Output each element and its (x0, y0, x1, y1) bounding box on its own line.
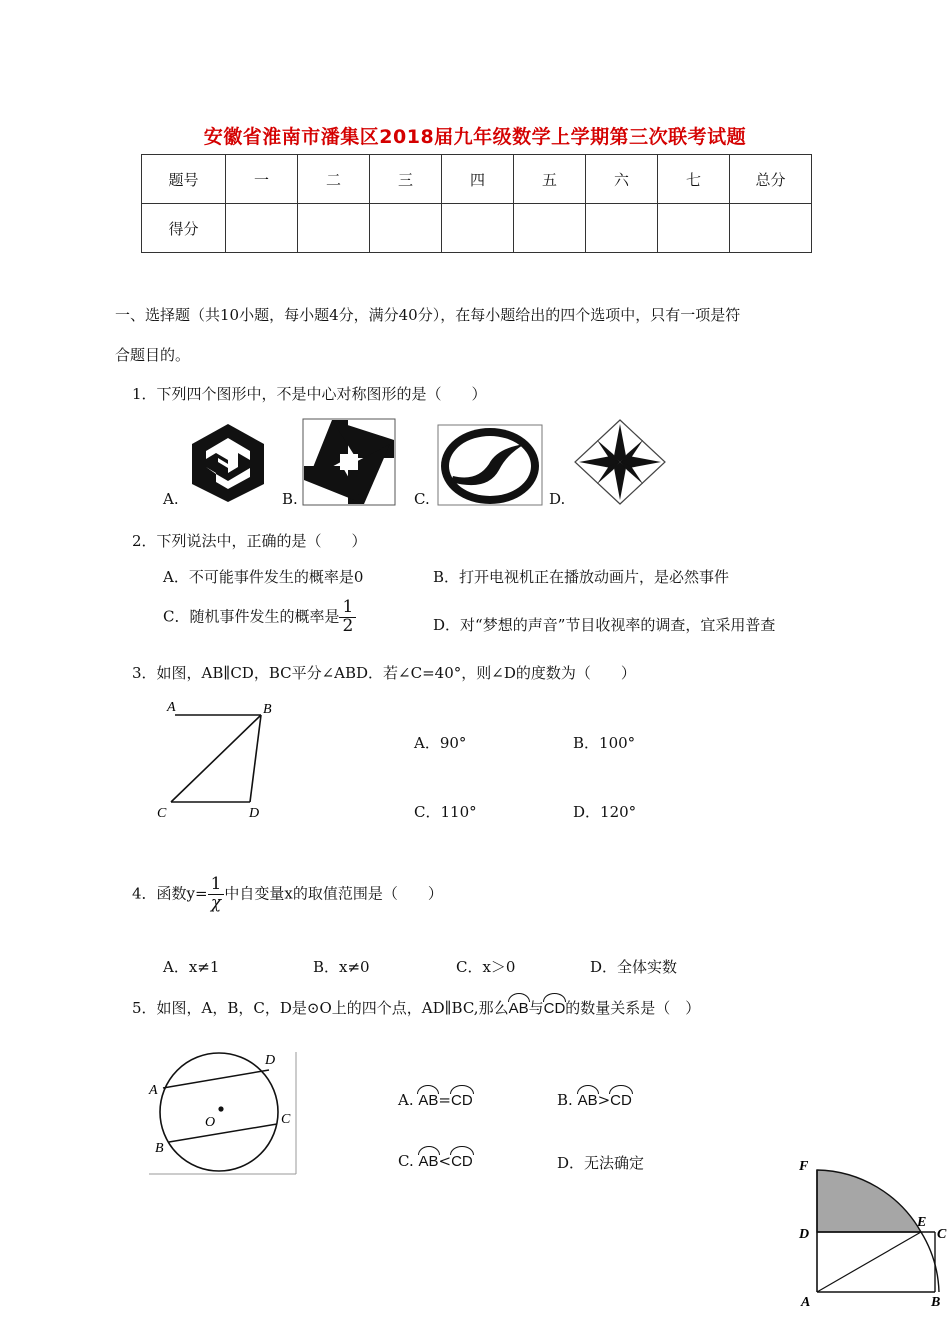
q2-stem: 2．下列说法中，正确的是（ ） (132, 532, 367, 550)
score-input-cell[interactable] (298, 204, 370, 253)
score-table-score-row (142, 204, 812, 253)
q3-trapezoid-figure (155, 695, 280, 825)
q4-option-a[interactable]: A．x≠1 (163, 958, 220, 976)
q1-option-c-label: C. (414, 490, 430, 508)
corner-label-c: C (937, 1227, 947, 1242)
score-row-label: 得分 (142, 204, 226, 253)
arc-cd: CD (451, 1153, 473, 1170)
arc-ab: AB (418, 1092, 439, 1109)
fraction-numerator: 1 (339, 599, 356, 618)
q5-label-o: O (205, 1115, 216, 1130)
q4-stem-post: 中自变量x的取值范围是（ ） (224, 884, 443, 903)
score-input-cell[interactable] (226, 204, 298, 253)
q3-option-a[interactable]: A．90° (414, 734, 467, 752)
q5-option-a-label: A. (398, 1091, 414, 1109)
arc-cd: CD (450, 1092, 473, 1109)
arc-ab: AB (577, 1092, 598, 1109)
q5-option-c-label: C. (398, 1152, 414, 1170)
q5-stem-mid: 与 (528, 999, 544, 1017)
q3-label-d: D (249, 806, 260, 821)
score-header-cell: 六 (586, 155, 658, 204)
score-header-cell: 二 (298, 155, 370, 204)
q1-stem: 1．下列四个图形中，不是中心对称图形的是（ ） (132, 385, 487, 403)
score-input-cell[interactable] (658, 204, 730, 253)
score-header-cell: 题号 (142, 155, 226, 204)
q5-option-b-label: B. (557, 1091, 573, 1109)
q5-stem-post: 的数量关系是（ ） (565, 999, 701, 1017)
score-header-cell: 总分 (730, 155, 812, 204)
corner-label-e: E (917, 1215, 927, 1230)
score-header-cell: 一 (226, 155, 298, 204)
q5-stem-pre: 5．如图，A，B，C，D是⊙O上的四个点，AD∥BC,那么 (132, 999, 509, 1017)
q5-stem (132, 997, 700, 1018)
arc-ab: AB (418, 1153, 439, 1170)
score-header-cell: 三 (370, 155, 442, 204)
q1-figure-d-diamond-star[interactable] (573, 418, 667, 506)
arc-cd: CD (610, 1092, 632, 1109)
q4-option-b[interactable]: B．x≠0 (313, 958, 370, 976)
corner-label-d: D (799, 1227, 810, 1242)
page-title: 安徽省淮南市潘集区2018届九年级数学上学期第三次联考试题 (203, 126, 747, 148)
q1-option-a-label: A. (163, 490, 179, 508)
fraction-numerator: 1 (208, 876, 225, 895)
q5-label-a: A (149, 1083, 158, 1098)
q5-option-c[interactable] (398, 1152, 473, 1170)
q5-option-a[interactable] (398, 1091, 473, 1109)
fraction-denominator: χ (210, 892, 222, 913)
q3-stem: 3．如图，AB∥CD，BC平分∠ABD．若∠C=40°，则∠D的度数为（ ） (132, 664, 636, 682)
q3-label-c: C (157, 806, 167, 821)
corner-label-b: B (931, 1295, 941, 1310)
corner-quarter-circle-figure (795, 1158, 950, 1344)
q2-option-b[interactable]: B．打开电视机正在播放动画片，是必然事件 (433, 568, 730, 586)
q5-circle-figure (143, 1050, 299, 1176)
q2-option-d[interactable]: D．对“梦想的声音”节目收视率的调查，宜采用普查 (433, 616, 776, 634)
corner-label-a: A (801, 1295, 811, 1310)
q1-figure-c-logo-ellipse[interactable] (437, 424, 543, 506)
section1-intro-line2: 合题目的。 (115, 346, 191, 364)
q5-label-d: D (265, 1053, 276, 1068)
q2-option-a[interactable]: A．不可能事件发生的概率是0 (163, 568, 364, 586)
q3-option-b[interactable]: B．100° (573, 734, 636, 752)
q2-option-c[interactable] (163, 599, 356, 636)
q2-option-c-text: C．随机事件发生的概率是 (163, 607, 340, 626)
score-table (141, 154, 812, 253)
corner-label-f: F (799, 1159, 809, 1174)
q4-option-d[interactable]: D．全体实数 (590, 958, 678, 976)
q4-option-c[interactable]: C．x＞0 (456, 958, 516, 976)
q2-fraction-half (339, 599, 356, 636)
q1-figure-b-pinwheel-square[interactable] (302, 418, 396, 506)
q1-option-b-label: B. (282, 490, 298, 508)
q5-option-d[interactable]: D．无法确定 (557, 1154, 645, 1172)
section1-intro-line1: 一、选择题（共10小题，每小题4分，满分40分），在每小题给出的四个选项中，只有一项是符 (115, 306, 741, 324)
score-input-cell[interactable] (442, 204, 514, 253)
arc-ab: AB (508, 1000, 529, 1017)
score-table-header-row (142, 155, 812, 204)
q1-figure-a-swirl-hexagon[interactable] (188, 422, 268, 504)
q3-option-c[interactable]: C．110° (414, 803, 477, 821)
q5-relation-greater: > (597, 1091, 611, 1109)
q5-label-b: B (155, 1141, 164, 1156)
q5-label-c: C (281, 1112, 291, 1127)
q5-relation-equal: = (438, 1091, 451, 1109)
score-input-cell[interactable] (730, 204, 812, 253)
q3-label-b: B (263, 702, 272, 717)
q5-relation-less: < (438, 1152, 452, 1170)
q1-option-d-label: D. (549, 490, 566, 508)
score-input-cell[interactable] (586, 204, 658, 253)
fraction-denominator: 2 (342, 615, 354, 636)
q5-option-b[interactable] (557, 1091, 632, 1109)
q4-stem-pre: 4．函数y= (132, 884, 208, 903)
q4-fraction (208, 876, 225, 913)
score-input-cell[interactable] (370, 204, 442, 253)
score-header-cell: 四 (442, 155, 514, 204)
q3-label-a: A (167, 700, 176, 715)
q4-stem (132, 876, 443, 913)
score-header-cell: 五 (514, 155, 586, 204)
score-header-cell: 七 (658, 155, 730, 204)
arc-cd: CD (543, 1000, 566, 1017)
q3-option-d[interactable]: D．120° (573, 803, 637, 821)
score-input-cell[interactable] (514, 204, 586, 253)
